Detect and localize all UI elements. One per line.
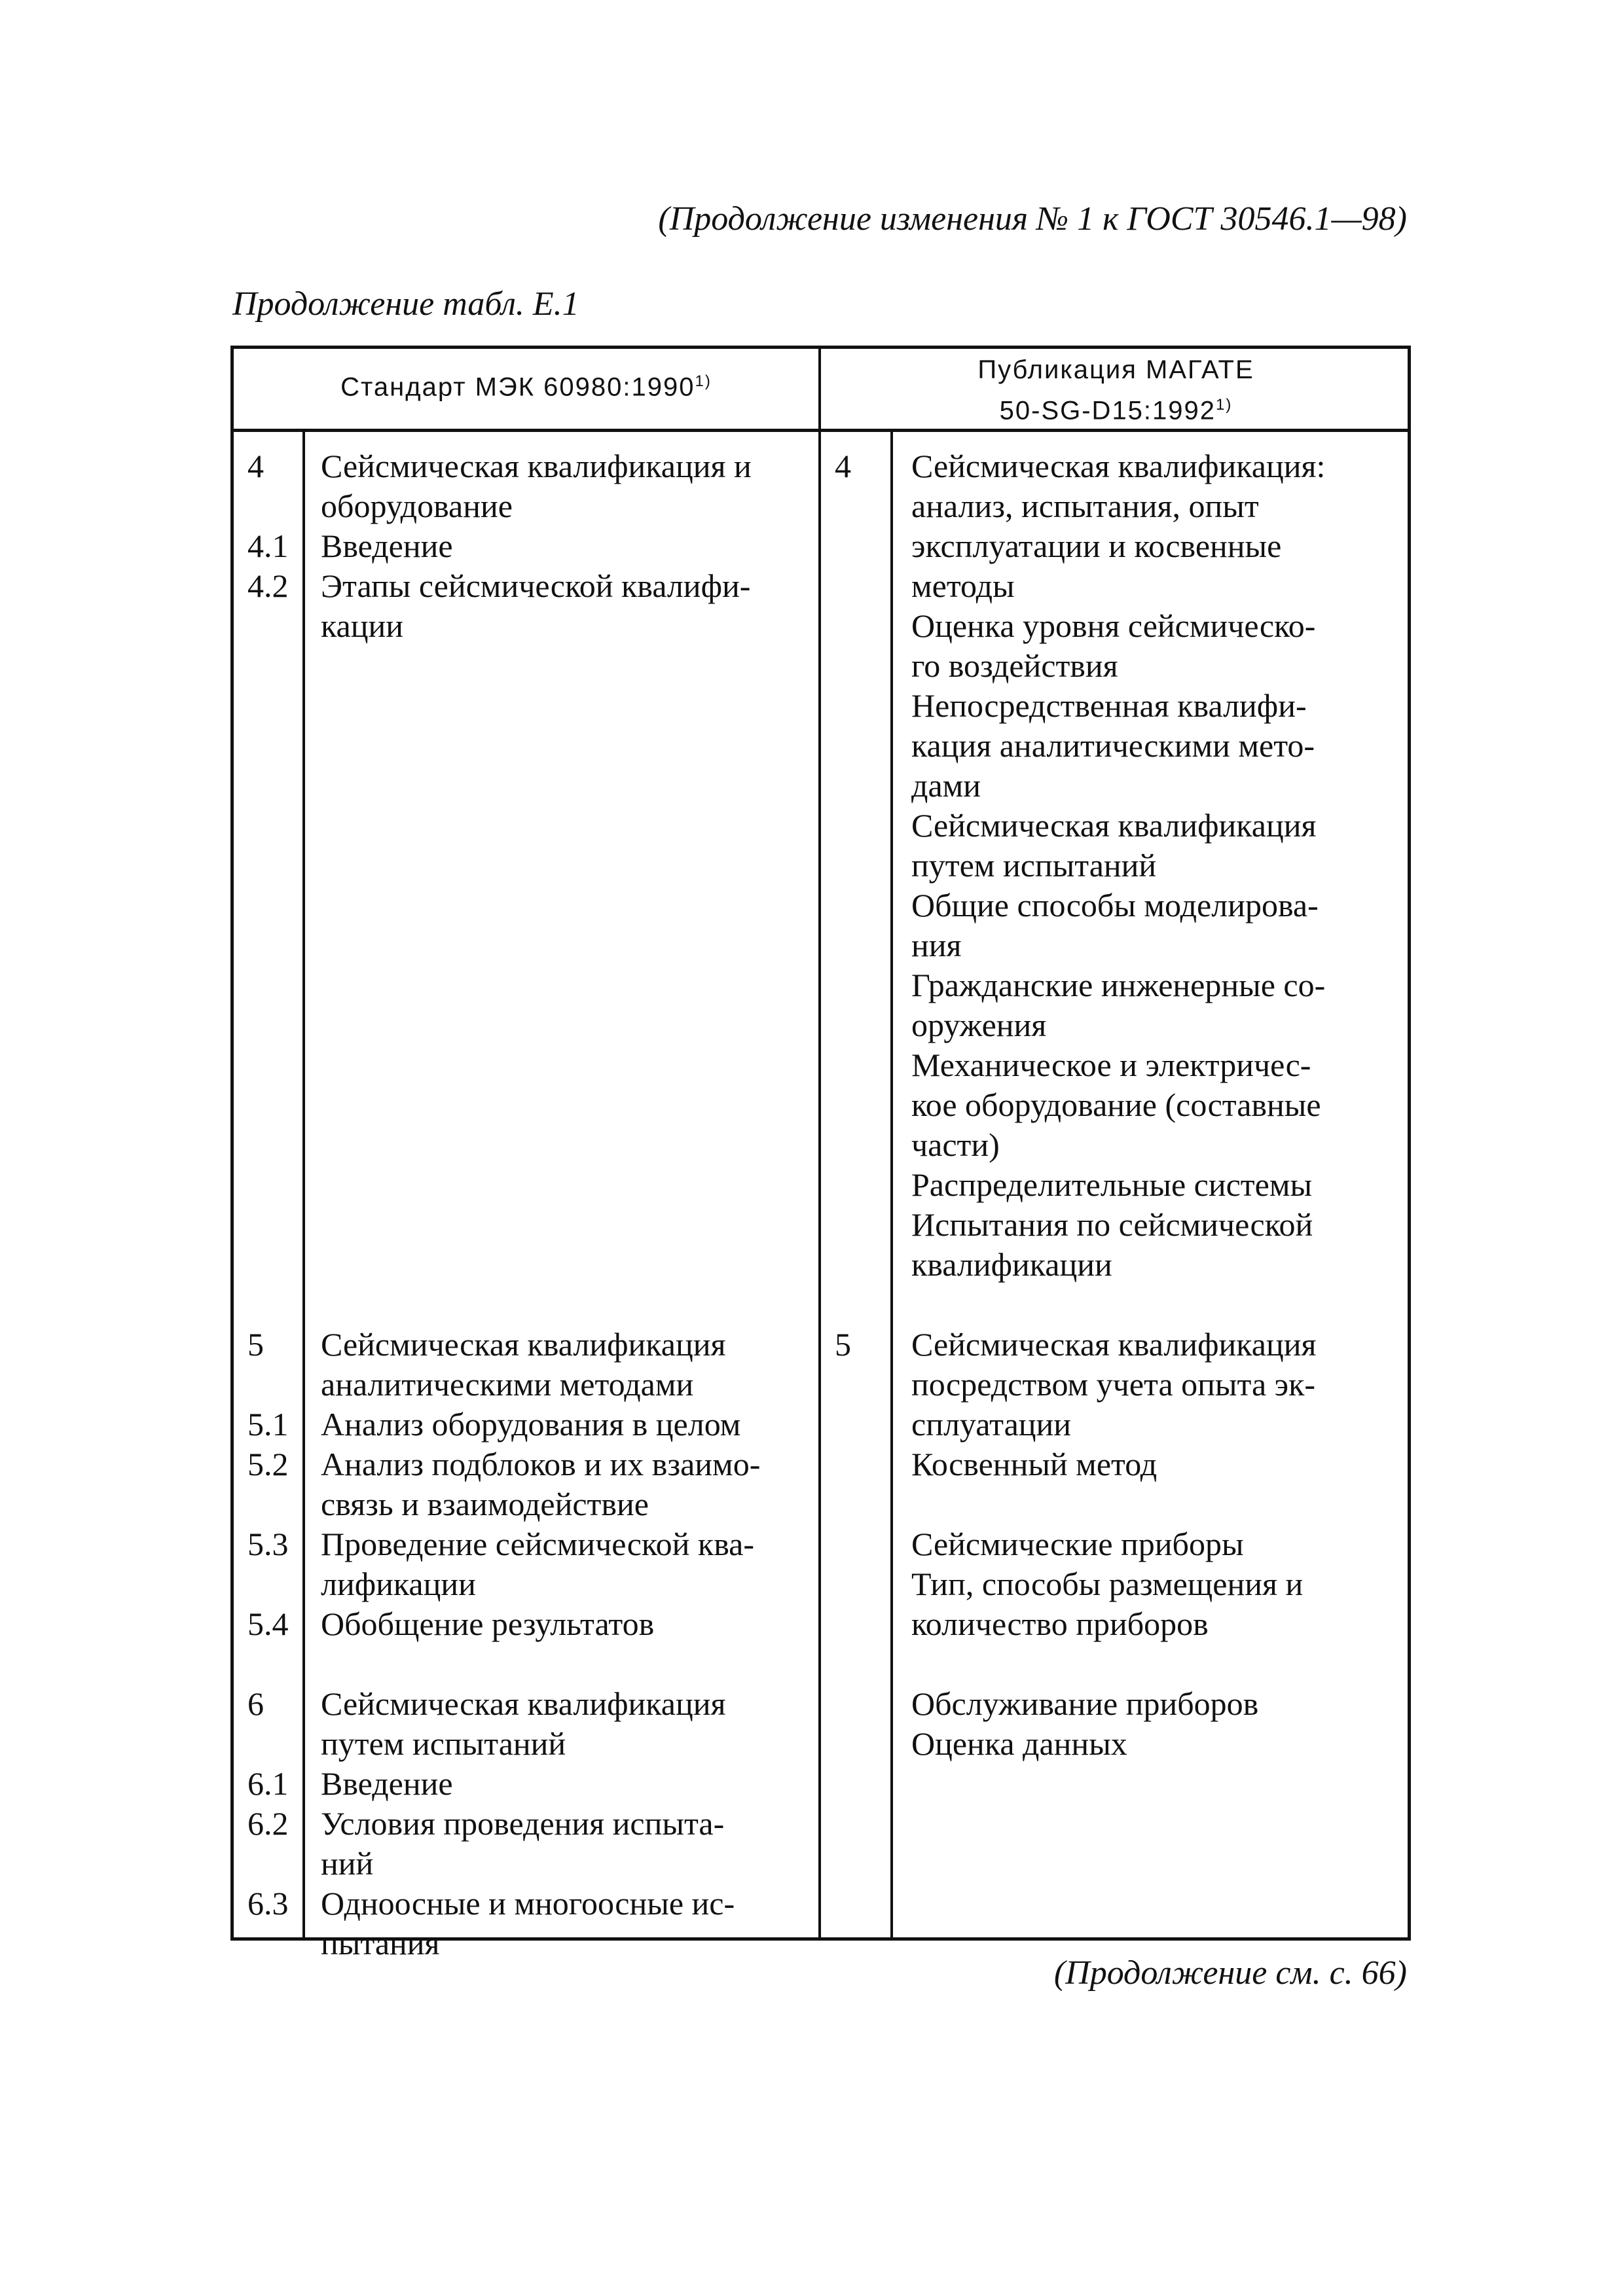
left-section-title-line xyxy=(321,1285,809,1325)
right-section-title-line: Гражданские инженерные со- xyxy=(911,967,1326,1003)
left-section-number xyxy=(247,1564,300,1604)
left-section-title-line xyxy=(321,965,809,1005)
left-section-title-line xyxy=(321,1644,809,1684)
right-section-number xyxy=(835,1245,887,1285)
left-section-title-line xyxy=(321,646,809,686)
left-section-title-line: Одноосные и многоосные ис- xyxy=(321,1885,735,1922)
right-section-title-line: ния xyxy=(911,927,962,963)
left-section-title-line: лификации xyxy=(321,1566,476,1602)
left-section-title-line xyxy=(321,686,809,726)
right-section-number xyxy=(835,486,887,526)
left-section-title-line xyxy=(321,1125,809,1165)
right-section-number: 4 xyxy=(835,448,851,484)
left-section-numbers xyxy=(247,446,300,1964)
right-section-titles xyxy=(911,446,1393,1764)
left-section-number xyxy=(247,646,300,686)
right-column-header xyxy=(821,352,1411,428)
right-section-number xyxy=(835,1444,887,1484)
left-section-number xyxy=(247,965,300,1005)
right-section-number xyxy=(835,1045,887,1085)
left-section-number: 5.4 xyxy=(247,1605,289,1642)
right-section-title-line: Сейсмическая квалификация xyxy=(911,807,1317,844)
right-section-number xyxy=(835,925,887,965)
left-section-number xyxy=(247,1484,300,1524)
left-section-number xyxy=(247,486,300,526)
left-section-title-line: путем испытаний xyxy=(321,1725,566,1762)
left-section-title-line xyxy=(321,846,809,886)
right-section-title-line: Оценка данных xyxy=(911,1725,1127,1762)
left-section-number: 5.1 xyxy=(247,1406,289,1443)
right-section-title-line: анализ, испытания, опыт xyxy=(911,488,1259,524)
left-section-title-line: Анализ оборудования в целом xyxy=(321,1406,741,1443)
left-section-title-line xyxy=(321,1245,809,1285)
left-section-number xyxy=(247,1245,300,1285)
left-section-title-line: Сейсмическая квалификация xyxy=(321,1326,726,1363)
left-section-title-line xyxy=(321,1205,809,1245)
column-divider-middle xyxy=(818,346,821,1941)
right-section-title-line: Испытания по сейсмической xyxy=(911,1206,1313,1243)
left-section-title-line: ний xyxy=(321,1845,374,1882)
left-section-title-line: пытания xyxy=(321,1925,440,1962)
left-section-title-line: Сейсмическая квалификация и xyxy=(321,448,752,484)
column-divider-right-number xyxy=(890,431,893,1941)
left-section-title-line xyxy=(321,1005,809,1045)
right-section-number xyxy=(835,726,887,766)
left-section-title-line xyxy=(321,1085,809,1125)
left-section-title-line: аналитическими методами xyxy=(321,1366,694,1403)
right-section-number xyxy=(835,566,887,606)
right-section-title-line: методы xyxy=(911,567,1015,604)
right-section-number xyxy=(835,1085,887,1125)
right-section-number xyxy=(835,766,887,806)
left-section-number xyxy=(247,1724,300,1764)
left-section-number: 5.2 xyxy=(247,1446,289,1482)
left-section-number xyxy=(247,1125,300,1165)
right-section-title-line: Сейсмические приборы xyxy=(911,1526,1244,1562)
left-section-number: 6.3 xyxy=(247,1885,289,1922)
left-section-number xyxy=(247,1285,300,1325)
right-section-number xyxy=(835,1684,887,1724)
continuation-header-note: (Продолжение изменения № 1 к ГОСТ 30546.1—98) xyxy=(658,200,1407,238)
left-section-number xyxy=(247,1365,300,1405)
left-section-number: 4.1 xyxy=(247,528,289,564)
right-header-line2: 50-SG-D15:1992 xyxy=(999,396,1216,425)
right-section-number xyxy=(835,1524,887,1564)
right-section-number xyxy=(835,1125,887,1165)
left-column-header xyxy=(234,364,818,404)
right-section-title-line: дами xyxy=(911,767,981,804)
table-caption: Продолжение табл. Е.1 xyxy=(232,285,579,323)
left-section-number xyxy=(247,886,300,925)
left-section-title-line xyxy=(321,766,809,806)
right-section-number xyxy=(835,1005,887,1045)
left-section-number: 5 xyxy=(247,1326,264,1363)
left-section-number xyxy=(247,1844,300,1884)
left-section-title-line: кации xyxy=(321,607,404,644)
right-section-title-line: оружения xyxy=(911,1007,1047,1043)
right-section-number xyxy=(835,1365,887,1405)
column-divider-left-number xyxy=(302,431,305,1941)
right-section-number xyxy=(835,886,887,925)
right-section-number xyxy=(835,1165,887,1205)
right-section-title-line: Сейсмическая квалификация xyxy=(911,1326,1317,1363)
right-section-title-line xyxy=(911,1484,1393,1524)
continuation-footer-note: (Продолжение см. с. 66) xyxy=(1053,1954,1407,1992)
right-section-title-line: путем испытаний xyxy=(911,847,1157,884)
left-section-number xyxy=(247,606,300,646)
right-section-title-line: Непосредственная квалифи- xyxy=(911,687,1307,724)
right-section-title-line: го воздействия xyxy=(911,647,1118,684)
right-section-title-line: Обслуживание приборов xyxy=(911,1685,1259,1722)
left-section-number xyxy=(247,1045,300,1085)
left-section-number xyxy=(247,1005,300,1045)
right-section-number xyxy=(835,646,887,686)
right-section-number xyxy=(835,526,887,566)
right-section-title-line: Оценка уровня сейсмическо- xyxy=(911,607,1316,644)
left-section-number xyxy=(247,1644,300,1684)
right-section-number xyxy=(835,1405,887,1444)
left-section-number xyxy=(247,1205,300,1245)
right-section-number xyxy=(835,606,887,646)
left-section-number xyxy=(247,726,300,766)
left-header-footnote-mark: 1) xyxy=(695,372,712,390)
left-section-title-line: связь и взаимодействие xyxy=(321,1486,649,1522)
left-section-number xyxy=(247,925,300,965)
right-section-title-line: кое оборудование (составные xyxy=(911,1086,1321,1123)
left-section-number: 4 xyxy=(247,448,264,484)
right-section-title-line: сплуатации xyxy=(911,1406,1072,1443)
right-section-number xyxy=(835,1285,887,1325)
right-section-title-line: Механическое и электричес- xyxy=(911,1047,1311,1083)
left-section-number xyxy=(247,806,300,846)
left-section-title-line xyxy=(321,1165,809,1205)
left-section-number: 4.2 xyxy=(247,567,289,604)
right-header-line1: Публикация МАГАТЕ xyxy=(977,355,1254,384)
right-section-number xyxy=(835,1484,887,1524)
right-section-number xyxy=(835,1205,887,1245)
left-header-text: Стандарт МЭК 60980:1990 xyxy=(340,372,695,402)
left-section-number xyxy=(247,1165,300,1205)
left-section-title-line: Обобщение результатов xyxy=(321,1605,655,1642)
left-section-number: 6 xyxy=(247,1685,264,1722)
right-section-title-line: квалификации xyxy=(911,1246,1112,1283)
left-section-title-line: оборудование xyxy=(321,488,513,524)
right-header-footnote-mark: 1) xyxy=(1216,396,1233,414)
left-section-title-line: Введение xyxy=(321,1765,453,1802)
left-section-title-line: Введение xyxy=(321,528,453,564)
right-section-number xyxy=(835,965,887,1005)
left-section-number xyxy=(247,686,300,726)
left-section-number xyxy=(247,1085,300,1125)
right-section-title-line: эксплуатации и косвенные xyxy=(911,528,1282,564)
right-section-title-line: Распределительные системы xyxy=(911,1166,1313,1203)
right-section-title-line: кация аналитическими мето- xyxy=(911,727,1315,764)
right-section-number xyxy=(835,806,887,846)
left-section-title-line: Этапы сейсмической квалифи- xyxy=(321,567,751,604)
left-section-title-line: Сейсмическая квалификация xyxy=(321,1685,726,1722)
left-section-number xyxy=(247,1924,300,1964)
left-section-title-line: Условия проведения испыта- xyxy=(321,1805,725,1842)
left-section-title-line xyxy=(321,806,809,846)
right-section-title-line: Общие способы моделирова- xyxy=(911,887,1319,924)
right-section-number xyxy=(835,1604,887,1644)
right-section-title-line xyxy=(911,1285,1393,1325)
left-section-title-line: Проведение сейсмической ква- xyxy=(321,1526,755,1562)
right-section-title-line: количество приборов xyxy=(911,1605,1209,1642)
right-section-title-line: Косвенный метод xyxy=(911,1446,1158,1482)
left-section-number: 6.1 xyxy=(247,1765,289,1802)
left-section-title-line xyxy=(321,726,809,766)
left-section-title-line xyxy=(321,886,809,925)
right-section-number xyxy=(835,846,887,886)
right-section-title-line: Тип, способы размещения и xyxy=(911,1566,1304,1602)
right-section-number: 5 xyxy=(835,1326,851,1363)
left-section-number: 5.3 xyxy=(247,1526,289,1562)
right-section-numbers xyxy=(835,446,887,1764)
right-section-number xyxy=(835,686,887,726)
left-section-number xyxy=(247,766,300,806)
right-section-title-line: части) xyxy=(911,1126,1000,1163)
right-section-title-line: посредством учета опыта эк- xyxy=(911,1366,1316,1403)
right-section-title-line xyxy=(911,1644,1393,1684)
right-section-number xyxy=(835,1644,887,1684)
right-section-title-line: Сейсмическая квалификация: xyxy=(911,448,1326,484)
left-section-title-line xyxy=(321,1045,809,1085)
right-section-number xyxy=(835,1724,887,1764)
left-section-title-line: Анализ подблоков и их взаимо- xyxy=(321,1446,761,1482)
left-section-number: 6.2 xyxy=(247,1805,289,1842)
left-section-title-line xyxy=(321,925,809,965)
left-section-titles xyxy=(321,446,809,1964)
left-section-number xyxy=(247,846,300,886)
right-section-number xyxy=(835,1564,887,1604)
